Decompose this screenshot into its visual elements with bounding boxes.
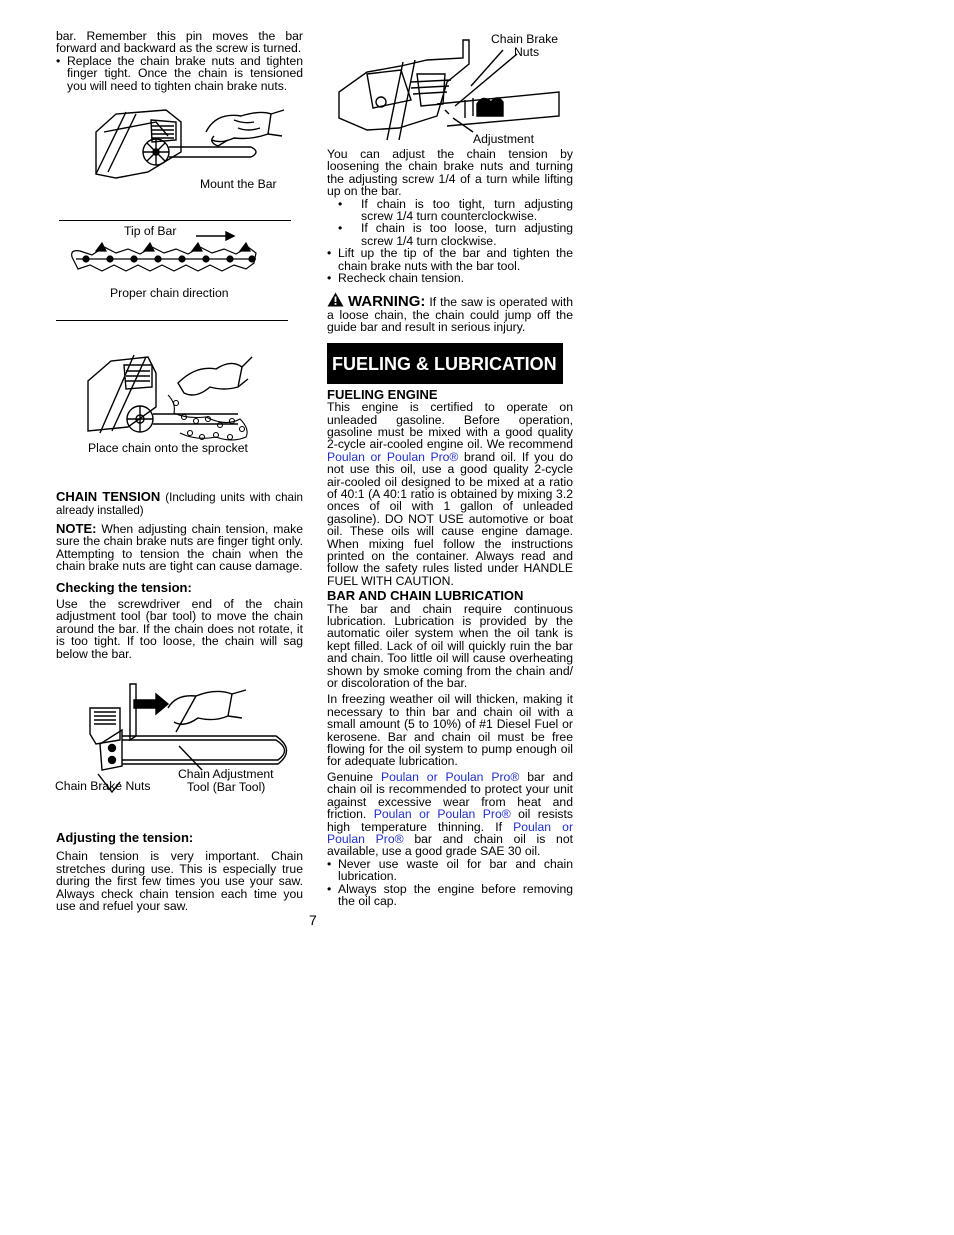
left-column xyxy=(56,30,303,912)
chain-tension-note: (Including units with chain already installed) xyxy=(56,491,303,518)
mount-bar-illustration xyxy=(56,92,303,210)
figure-sprocket xyxy=(56,321,303,471)
bar-text-1: The bar and chain require continuous lubrication. Lubrication is provided by the automatic oiler system when the oil tank is kept filled. Lack of oil will quickly ruin the bar and chain. Too little oil will cause overheating shown by smoke coming from the chain and/ or discoloration of the bar. xyxy=(327,601,573,691)
bullet-recheck: • Recheck chain tension. xyxy=(327,272,573,284)
caption-proper-chain-direction: Proper chain direction xyxy=(110,286,229,301)
brand-link-4: Poulan or Poulan Pro xyxy=(327,819,573,846)
bar-tool-illustration xyxy=(56,674,303,824)
brand-link-3: Poulan or Poulan Pro xyxy=(373,807,502,822)
checking-text: Use the screwdriver end of the chain adjustment tool (bar tool) to move the chain around the bar. If the chain does not rotate, it is too tight. If too loose, the chain will sag below the bar. xyxy=(56,596,303,661)
warning-text: If the saw is operated with a loose chain, the chain could jump off the guide bar and result in serious injury. xyxy=(327,295,574,335)
caption-chain-brake-nuts: Chain Brake Nuts xyxy=(55,778,151,793)
brand-reg-3: ® xyxy=(501,807,511,822)
page-number: 7 xyxy=(309,912,317,928)
figure-mount-bar xyxy=(56,92,303,210)
caption-tool-line-1: Chain Adjustment xyxy=(178,766,274,781)
fueling-text-2: brand oil. If you do not use this oil, use a good quality 2-cycle air-cooled oil designed to be mixed at a ratio of 40:1 (A 40:1 ratio is obtained by mixing 3.2 onces of oil with 1 gallon of unleaded gasoline). DO NOT USE automotive or boat oil. These oils will cause engine damage. When mixing fuel follow the instructions printed on the container. Always read and follow the safety rules listed under HANDLE FUEL WITH CAUTION. xyxy=(327,449,573,588)
note-label: NOTE: xyxy=(56,520,97,536)
bar-chain-heading: BAR AND CHAIN LUBRICATION xyxy=(327,588,524,604)
caption-tip-of-bar: Tip of Bar xyxy=(124,224,177,239)
adjust-intro: You can adjust the chain tension by loosening the chain brake nuts and turning the adjusting screw 1/4 of a turn while lifting up on the bar. xyxy=(327,147,573,199)
label-chain-brake-1: Chain Brake xyxy=(491,32,559,46)
genuine-c: oil resists high temperature thinning. If xyxy=(327,807,573,834)
note-para xyxy=(56,520,303,574)
intro-continuation: bar. Remember this pin moves the bar forward and backward as the screw is turned. xyxy=(56,29,303,56)
figure-bar-tool xyxy=(56,674,303,824)
bullet-stop-engine: • Always stop the engine before removing the oil cap. xyxy=(327,883,573,908)
fueling-text-1: This engine is certified to operate on unleaded gasoline. Before operation, gasoline must be mixed with a good quality 2-cycle air-cooled engine oil. We recommend xyxy=(327,400,573,452)
checking-heading: Checking the tension: xyxy=(56,580,192,596)
caption-tool-line-2: Tool (Bar Tool) xyxy=(187,779,266,794)
right-column xyxy=(327,30,573,907)
warning-triangle-icon xyxy=(327,292,344,307)
brand-reg-2: ® xyxy=(510,769,520,784)
label-adjustment: Adjustment xyxy=(473,132,534,146)
brand-reg-4: ® xyxy=(394,831,404,846)
chain-tension-heading: CHAIN TENSION xyxy=(56,489,161,505)
sub-bullet-tight: • If chain is too tight, turn adjusting screw 1/4 turn counterclockwise. xyxy=(327,198,573,223)
bullet-lift-tip: • Lift up the tip of the bar and tighten the chain brake nuts with the bar tool. xyxy=(327,247,573,272)
caption-place-chain: Place chain onto the sprocket xyxy=(88,441,248,456)
brand-link-1: Poulan or Poulan Pro xyxy=(327,449,450,464)
figure-chain-direction xyxy=(56,221,303,311)
intro-bullet: • Replace the chain brake nuts and tighten finger tight. Once the chain is tensioned you will need to tighten chain brake nuts. xyxy=(56,55,303,92)
bar-text-2: In freezing weather oil will thicken, making it necessary to thin bar and chain oil with a small amount (5 to 10%) of #1 Diesel Fuel or kerosene. Bar and chain oil must be free flowing for the oil system to pump enough oil for adequate lubrication. xyxy=(327,692,573,769)
genuine-a: Genuine xyxy=(327,769,374,784)
fueling-text xyxy=(327,401,573,587)
fueling-lubrication-banner: FUELING & LUBRICATION xyxy=(327,343,563,384)
banner-wrap xyxy=(327,343,573,384)
chain-tension-para xyxy=(56,491,303,518)
adjusting-heading: Adjusting the tension: xyxy=(56,829,194,845)
sub-bullet-loose: • If chain is too loose, turn adjusting screw 1/4 turn clockwise. xyxy=(327,222,573,247)
genuine-text xyxy=(327,771,573,858)
note-text: When adjusting chain tension, make sure the chain brake nuts are finger tight only. Attempting to tension the chain when the chain brake nuts are tight can cause damage. xyxy=(56,521,303,574)
adjusting-text: Chain tension is very important. Chain stretches during use. This is especially true during the first few times you use your saw. Always check chain tension each time you use and refuel your saw. xyxy=(56,849,303,913)
brand-link-2: Poulan or Poulan Pro xyxy=(380,769,511,784)
fueling-engine-heading: FUELING ENGINE xyxy=(327,386,438,402)
genuine-b: bar and chain oil is recommended to protect your unit against excessive wear from heat and friction. xyxy=(327,769,574,822)
genuine-d: bar and chain oil is not available, use a good grade SAE 30 oil. xyxy=(327,831,573,859)
warning-label: WARNING: xyxy=(347,293,426,311)
figure-chain-brake xyxy=(327,30,573,148)
brand-reg-1: ® xyxy=(449,449,459,464)
caption-mount-bar: Mount the Bar xyxy=(200,177,277,192)
bullet-waste-oil: • Never use waste oil for bar and chain lubrication. xyxy=(327,858,573,883)
label-chain-brake-2: Nuts xyxy=(514,45,540,59)
warning-para xyxy=(327,292,573,333)
